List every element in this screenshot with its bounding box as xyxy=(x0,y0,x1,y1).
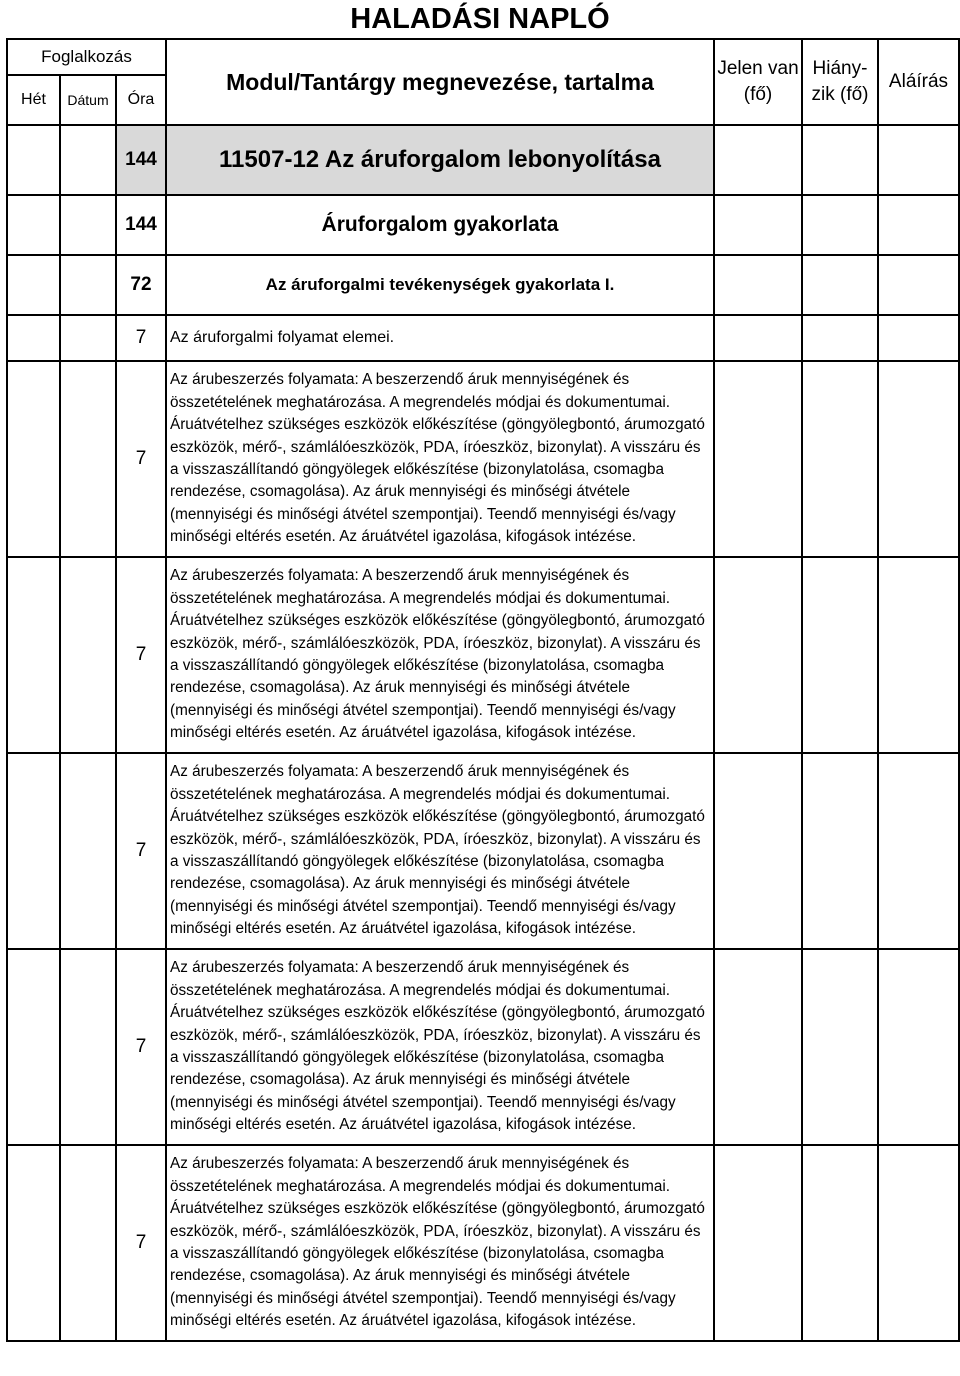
datum-cell xyxy=(60,255,116,315)
datum-header: Dátum xyxy=(60,75,116,125)
hianyzik-line2: zik (fő) xyxy=(811,84,869,105)
subject-row xyxy=(7,195,959,255)
hianyzik-header xyxy=(802,39,878,125)
lesson-row xyxy=(7,753,959,949)
alairas-cell xyxy=(878,125,959,195)
jelen-van-header xyxy=(714,39,802,125)
het-cell xyxy=(7,125,60,195)
alairas-cell xyxy=(878,361,959,557)
datum-cell xyxy=(60,315,116,361)
lesson-content: Az árubeszerzés folyamata: A beszerzendő áruk mennyiségének és összetételének meghatározása. A megrendelés módjai és dokumentumai. Áruátvételhez szükséges eszközök előkészítése (göngyölegbontó, árumozgató eszközök, mérő-, számlálóeszközök, PDA, íróeszköz, bizonylat). A visszáru és a visszaszállítandó göngyölegek előkészítése (bizonylatolása, csomagba rendezése, csomagolása). Az áruk mennyiségi és minőségi átvétele (mennyiségi és minőségi átvétel szempontjai). Teendő mennyiségi és/vagy minőségi eltérés esetén. Az áruátvétel igazolása, kifogások intézése. xyxy=(166,949,714,1145)
topic-title: Az áruforgalmi folyamat elemei. xyxy=(166,315,714,361)
het-header: Hét xyxy=(7,75,60,125)
hiany-cell xyxy=(802,1145,878,1341)
jelen-cell xyxy=(714,1145,802,1341)
het-cell xyxy=(7,949,60,1145)
jelen-cell xyxy=(714,557,802,753)
modul-header: Modul/Tantárgy megnevezése, tartalma xyxy=(166,39,714,125)
lesson-row xyxy=(7,557,959,753)
alairas-cell xyxy=(878,557,959,753)
hiany-cell xyxy=(802,125,878,195)
module-row xyxy=(7,125,959,195)
hiany-cell xyxy=(802,557,878,753)
subject-title: Áruforgalom gyakorlata xyxy=(166,195,714,255)
hours-cell: 144 xyxy=(116,195,166,255)
foglalkozas-header: Foglalkozás xyxy=(7,39,166,75)
datum-cell xyxy=(60,753,116,949)
lesson-hours: 7 xyxy=(116,1145,166,1341)
alairas-cell xyxy=(878,949,959,1145)
module-title: 11507-12 Az áruforgalom lebonyolítása xyxy=(166,125,714,195)
lesson-hours: 7 xyxy=(116,361,166,557)
hiany-cell xyxy=(802,315,878,361)
het-cell xyxy=(7,1145,60,1341)
alairas-header: Aláírás xyxy=(878,39,959,125)
lesson-row xyxy=(7,1145,959,1341)
progress-log-table xyxy=(6,38,960,1342)
alairas-cell xyxy=(878,753,959,949)
jelen-van-line2: (fő) xyxy=(743,84,773,105)
hiany-cell xyxy=(802,949,878,1145)
jelen-cell xyxy=(714,125,802,195)
lesson-hours: 7 xyxy=(116,557,166,753)
topic-group-title: Az áruforgalmi tevékenységek gyakorlata I. xyxy=(166,255,714,315)
het-cell xyxy=(7,753,60,949)
lesson-row xyxy=(7,361,959,557)
header-row-1 xyxy=(7,39,959,75)
hours-cell: 7 xyxy=(116,315,166,361)
alairas-cell xyxy=(878,1145,959,1341)
lesson-content: Az árubeszerzés folyamata: A beszerzendő áruk mennyiségének és összetételének meghatározása. A megrendelés módjai és dokumentumai. Áruátvételhez szükséges eszközök előkészítése (göngyölegbontó, árumozgató eszközök, mérő-, számlálóeszközök, PDA, íróeszköz, bizonylat). A visszáru és a visszaszállítandó göngyölegek előkészítése (bizonylatolása, csomagba rendezése, csomagolása). Az áruk mennyiségi és minőségi átvétele (mennyiségi és minőségi átvétel szempontjai). Teendő mennyiségi és/vagy minőségi eltérés esetén. Az áruátvétel igazolása, kifogások intézése. xyxy=(166,557,714,753)
jelen-cell xyxy=(714,195,802,255)
het-cell xyxy=(7,361,60,557)
hours-cell: 72 xyxy=(116,255,166,315)
hianyzik-line1: Hiány- xyxy=(812,58,868,79)
topic-group-row xyxy=(7,255,959,315)
ora-header: Óra xyxy=(116,75,166,125)
lesson-content: Az árubeszerzés folyamata: A beszerzendő áruk mennyiségének és összetételének meghatározása. A megrendelés módjai és dokumentumai. Áruátvételhez szükséges eszközök előkészítése (göngyölegbontó, árumozgató eszközök, mérő-, számlálóeszközök, PDA, íróeszköz, bizonylat). A visszáru és a visszaszállítandó göngyölegek előkészítése (bizonylatolása, csomagba rendezése, csomagolása). Az áruk mennyiségi és minőségi átvétele (mennyiségi és minőségi átvétel szempontjai). Teendő mennyiségi és/vagy minőségi eltérés esetén. Az áruátvétel igazolása, kifogások intézése. xyxy=(166,361,714,557)
hiany-cell xyxy=(802,753,878,949)
alairas-cell xyxy=(878,195,959,255)
lesson-hours: 7 xyxy=(116,949,166,1145)
jelen-cell xyxy=(714,315,802,361)
lesson-row xyxy=(7,949,959,1145)
jelen-cell xyxy=(714,753,802,949)
topic-row xyxy=(7,315,959,361)
alairas-cell xyxy=(878,255,959,315)
alairas-cell xyxy=(878,315,959,361)
het-cell xyxy=(7,315,60,361)
jelen-cell xyxy=(714,949,802,1145)
jelen-van-line1: Jelen van xyxy=(717,58,799,79)
jelen-cell xyxy=(714,361,802,557)
het-cell xyxy=(7,195,60,255)
datum-cell xyxy=(60,195,116,255)
het-cell xyxy=(7,255,60,315)
het-cell xyxy=(7,557,60,753)
datum-cell xyxy=(60,949,116,1145)
page-title: HALADÁSI NAPLÓ xyxy=(350,3,610,35)
hours-cell: 144 xyxy=(116,125,166,195)
lesson-content: Az árubeszerzés folyamata: A beszerzendő áruk mennyiségének és összetételének meghatározása. A megrendelés módjai és dokumentumai. Áruátvételhez szükséges eszközök előkészítése (göngyölegbontó, árumozgató eszközök, mérő-, számlálóeszközök, PDA, íróeszköz, bizonylat). A visszáru és a visszaszállítandó göngyölegek előkészítése (bizonylatolása, csomagba rendezése, csomagolása). Az áruk mennyiségi és minőségi átvétele (mennyiségi és minőségi átvétel szempontjai). Teendő mennyiségi és/vagy minőségi eltérés esetén. Az áruátvétel igazolása, kifogások intézése. xyxy=(166,1145,714,1341)
hiany-cell xyxy=(802,255,878,315)
jelen-cell xyxy=(714,255,802,315)
datum-cell xyxy=(60,125,116,195)
lesson-hours: 7 xyxy=(116,753,166,949)
hiany-cell xyxy=(802,195,878,255)
hiany-cell xyxy=(802,361,878,557)
datum-cell xyxy=(60,361,116,557)
datum-cell xyxy=(60,1145,116,1341)
lesson-content: Az árubeszerzés folyamata: A beszerzendő áruk mennyiségének és összetételének meghatározása. A megrendelés módjai és dokumentumai. Áruátvételhez szükséges eszközök előkészítése (göngyölegbontó, árumozgató eszközök, mérő-, számlálóeszközök, PDA, íróeszköz, bizonylat). A visszáru és a visszaszállítandó göngyölegek előkészítése (bizonylatolása, csomagba rendezése, csomagolása). Az áruk mennyiségi és minőségi átvétele (mennyiségi és minőségi átvétel szempontjai). Teendő mennyiségi és/vagy minőségi eltérés esetén. Az áruátvétel igazolása, kifogások intézése. xyxy=(166,753,714,949)
datum-cell xyxy=(60,557,116,753)
